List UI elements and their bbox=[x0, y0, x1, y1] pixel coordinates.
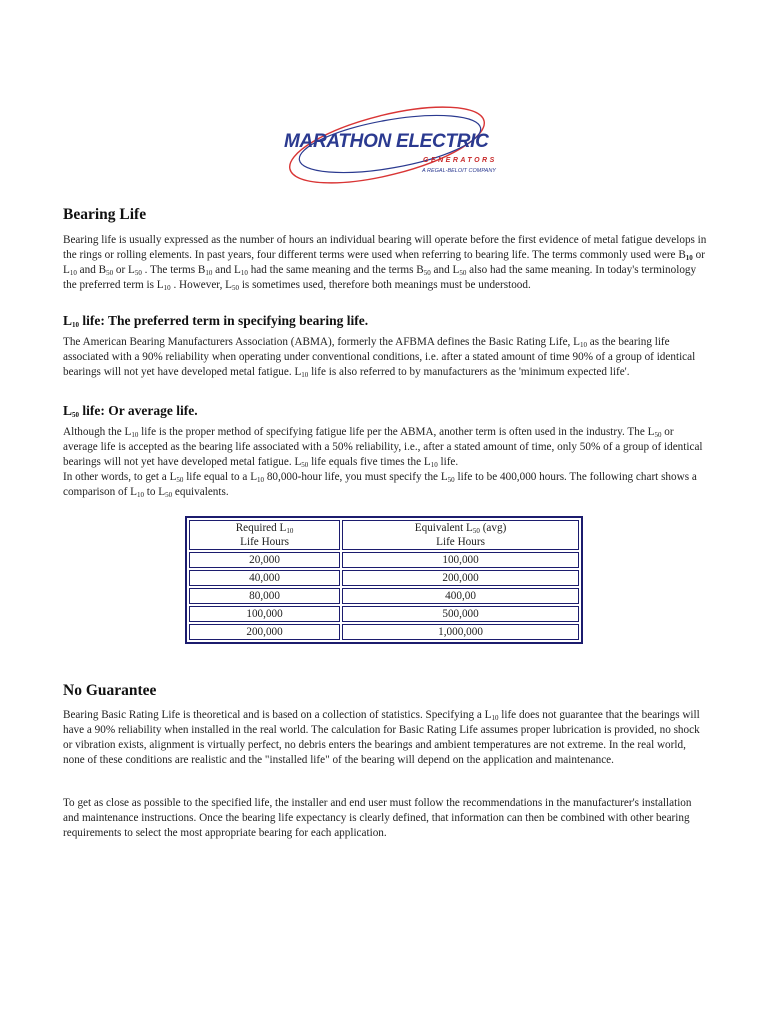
section-title-bearing-life: Bearing Life bbox=[63, 206, 147, 223]
table-row bbox=[189, 588, 579, 604]
table-row bbox=[189, 624, 579, 640]
table-cell: 100,000 bbox=[342, 552, 579, 568]
table-row bbox=[189, 552, 579, 568]
table-cell: 1,000,000 bbox=[342, 624, 579, 640]
table-cell: 40,000 bbox=[189, 570, 340, 586]
table-header-row bbox=[189, 520, 579, 550]
table-cell: 80,000 bbox=[189, 588, 340, 604]
table-header-required-l10: Required $L_{10}$ Life Hours bbox=[189, 520, 340, 550]
table-cell: 100,000 bbox=[189, 606, 340, 622]
table-cell: 500,000 bbox=[342, 606, 579, 622]
bearing-life-paragraph: Bearing life is usually expressed as the number of hours an individual bearing will operate before the first evidence of metal fatigue develops in the rings or rolling elements. In past years, four different terms were used when referring to bearing life. The terms commonly used were $B_{10}$ or $L_{10}$ and $B_{50}$ or $L_{50}$ . The terms $B_{10}$ and $L_{10}$ had the same meaning and the terms $B_{50}$ and $L_{50}$ also had the same meaning. In today's terminology the preferred term is $L_{10}$ . However, $L_{50}$ is sometimes used, therefore both meanings must be understood. bbox=[63, 234, 707, 292]
no-guarantee-paragraph-2: To get as close as possible to the specified life, the installer and end user must follow the recommendations in the manufacturer's installation and maintenance instructions. Once the bearing life expectancy is clearly defined, that information can then be combined with other bearing requirements to select the most appropriate bearing for each application. bbox=[63, 797, 692, 839]
section-title-l50-life: $L_{50}$ life: Or average life. bbox=[63, 403, 198, 419]
no-guarantee-paragraph-1: Bearing Basic Rating Life is theoretical and is based on a collection of statistics. Specifying a $L_{10}$ life does not guarantee that the bearings will have a 90% reliability when installed in the real world. The calculation for Basic Rating Life assumes proper lubrication is provided, no shock or vibration exists, alignment is virtually perfect, no debris enters the bearings and ambient temperatures are not extreme. In the real world, none of these conditions are realistic and the "installed life" of the bearing will depend on the application and maintenance. bbox=[63, 709, 700, 766]
table-row bbox=[189, 570, 579, 586]
table-cell: 200,000 bbox=[342, 570, 579, 586]
l10-paragraph: The American Bearing Manufacturers Association (ABMA), formerly the AFBMA defines the Basic Rating Life, $L_{10}$ as the bearing life associated with a 90% reliability when operating under conventional conditions, i.e. after a stated amount of time 90% of a group of identical bearings will not yet have developed metal fatigue. $L_{10}$ life is also referred to by manufacturers as the 'minimum expected life'. bbox=[63, 336, 696, 379]
l10-l50-equivalents-table bbox=[185, 516, 583, 644]
section-title-l10-life: $L_{10}$ life: The preferred term in specifying bearing life. bbox=[63, 313, 369, 329]
marathon-electric-logo bbox=[282, 100, 497, 190]
l50-paragraph: Although the $L_{10}$ life is the proper method of specifying fatigue life per the ABMA, another term is often used in the industry. The $L_{50}$ or average life is accepted as the bearing life associated with a 50% reliability, i.e., after a stated amount of time, only 50% of a group of identical bearings will not yet have developed metal fatigue. $L_{50}$ life equals five times the $L_{10}$ life. In other words, to get a $L_{50}$ life equal to a $L_{10}$ 80,000-hour life, you must specify the $L_{50}$ life to be 400,000 hours. The following chart shows a comparison of $L_{10}$ to $L_{50}$ equivalents. bbox=[63, 426, 703, 499]
table-cell: 200,000 bbox=[189, 624, 340, 640]
table-row bbox=[189, 606, 579, 622]
section-title-no-guarantee: No Guarantee bbox=[63, 682, 157, 699]
logo-subtitle: GENERATORS bbox=[423, 157, 497, 164]
table-cell: 20,000 bbox=[189, 552, 340, 568]
table-cell: 400,00 bbox=[342, 588, 579, 604]
logo-tagline: A REGAL-BELOIT COMPANY bbox=[422, 168, 496, 174]
logo-name: MARATHON ELECTRIC bbox=[284, 131, 489, 152]
table-header-equivalent-l50: Equivalent $L_{50}$ (avg) Life Hours bbox=[342, 520, 579, 550]
